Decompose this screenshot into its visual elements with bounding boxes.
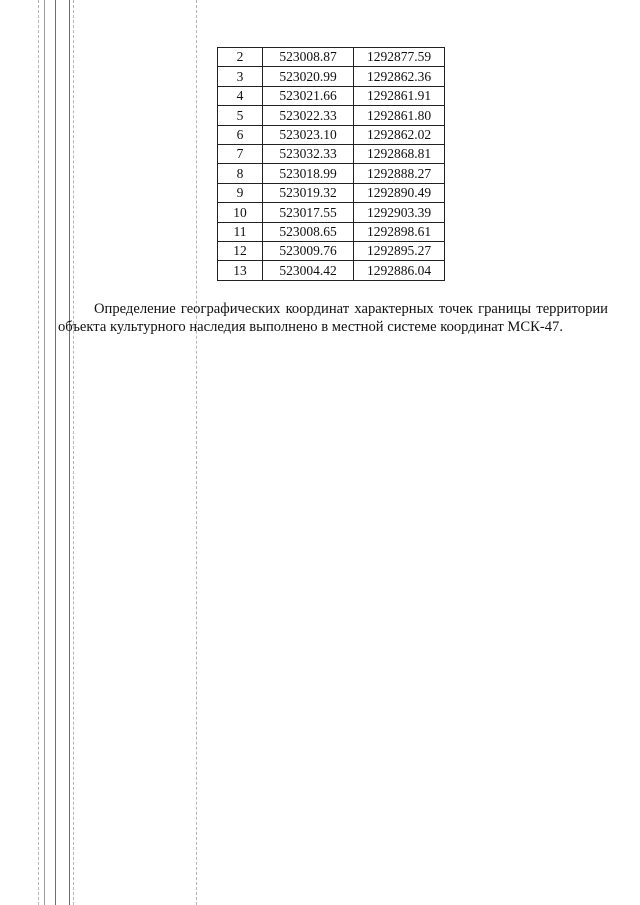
point-number-cell: 10 — [218, 203, 263, 222]
point-number-cell: 4 — [218, 86, 263, 105]
point-number-cell: 3 — [218, 67, 263, 86]
y-coordinate-cell: 1292862.02 — [354, 125, 445, 144]
scan-artifact-line — [69, 0, 70, 905]
y-coordinate-cell: 1292861.91 — [354, 86, 445, 105]
x-coordinate-cell: 523021.66 — [263, 86, 354, 105]
x-coordinate-cell: 523020.99 — [263, 67, 354, 86]
y-coordinate-cell: 1292877.59 — [354, 48, 445, 67]
table-row — [218, 241, 445, 260]
table-row — [218, 183, 445, 202]
x-coordinate-cell: 523008.87 — [263, 48, 354, 67]
y-coordinate-cell: 1292862.36 — [354, 67, 445, 86]
table-row — [218, 222, 445, 241]
point-number-cell: 13 — [218, 261, 263, 280]
point-number-cell: 6 — [218, 125, 263, 144]
table-row — [218, 67, 445, 86]
coordinates-table-body — [218, 48, 445, 281]
table-row — [218, 106, 445, 125]
x-coordinate-cell: 523018.99 — [263, 164, 354, 183]
table-row — [218, 144, 445, 163]
table-row — [218, 48, 445, 67]
point-number-cell: 7 — [218, 144, 263, 163]
point-number-cell: 5 — [218, 106, 263, 125]
scan-artifact-line — [196, 0, 197, 905]
y-coordinate-cell: 1292886.04 — [354, 261, 445, 280]
x-coordinate-cell: 523032.33 — [263, 144, 354, 163]
table-row — [218, 261, 445, 280]
table-row — [218, 164, 445, 183]
table-row — [218, 125, 445, 144]
x-coordinate-cell: 523019.32 — [263, 183, 354, 202]
point-number-cell: 12 — [218, 241, 263, 260]
scan-artifact-line — [55, 0, 56, 905]
point-number-cell: 11 — [218, 222, 263, 241]
point-number-cell: 9 — [218, 183, 263, 202]
x-coordinate-cell: 523017.55 — [263, 203, 354, 222]
y-coordinate-cell: 1292898.61 — [354, 222, 445, 241]
table-row — [218, 86, 445, 105]
scan-artifact-line — [44, 0, 45, 905]
table-row — [218, 203, 445, 222]
x-coordinate-cell: 523009.76 — [263, 241, 354, 260]
y-coordinate-cell: 1292868.81 — [354, 144, 445, 163]
scan-artifact-line — [73, 0, 74, 905]
coordinates-table — [217, 47, 445, 281]
coordinate-system-paragraph: Определение географических координат характерных точек границы территории объекта культурного наследия выполнено в местной системе координат МСК-47. — [58, 301, 608, 335]
y-coordinate-cell: 1292888.27 — [354, 164, 445, 183]
x-coordinate-cell: 523023.10 — [263, 125, 354, 144]
x-coordinate-cell: 523022.33 — [263, 106, 354, 125]
point-number-cell: 2 — [218, 48, 263, 67]
y-coordinate-cell: 1292895.27 — [354, 241, 445, 260]
x-coordinate-cell: 523008.65 — [263, 222, 354, 241]
y-coordinate-cell: 1292903.39 — [354, 203, 445, 222]
y-coordinate-cell: 1292890.49 — [354, 183, 445, 202]
x-coordinate-cell: 523004.42 — [263, 261, 354, 280]
point-number-cell: 8 — [218, 164, 263, 183]
scan-artifact-line — [38, 0, 39, 905]
y-coordinate-cell: 1292861.80 — [354, 106, 445, 125]
